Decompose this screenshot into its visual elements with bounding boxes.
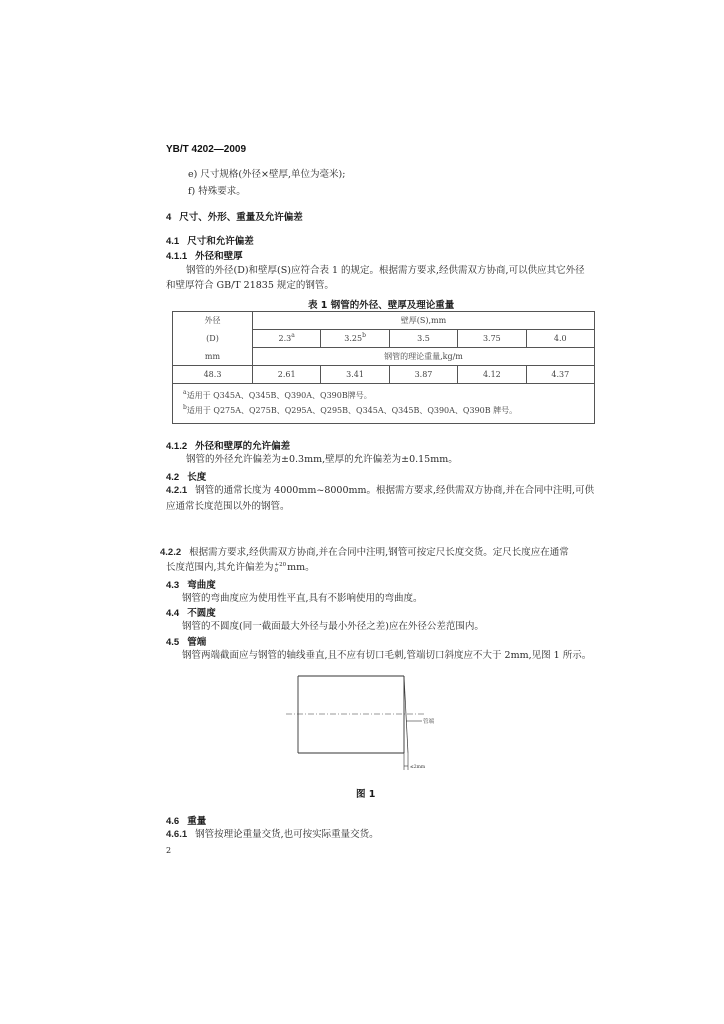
section-number: 4: [166, 212, 172, 223]
section-4-3-heading: [166, 577, 216, 591]
table-thickness-cell: 3.25$^b$: [321, 330, 389, 348]
table-weight-cell: 4.37: [526, 366, 594, 384]
table-head-d-unit: mm: [173, 348, 253, 366]
figure-label-dimension: ≤2mm: [410, 765, 426, 770]
section-title: 长度: [187, 472, 207, 483]
section-4-1-1-heading: [166, 248, 243, 262]
page-number: 2: [166, 846, 172, 855]
section-number: 4.2.2: [160, 547, 182, 558]
table-note-a: $^a$适用于 Q345A、Q345B、Q390A、Q390B牌号。: [183, 389, 372, 400]
table-weight-cell: 3.87: [389, 366, 457, 384]
standard-code: YB/T 4202—2009: [166, 144, 247, 155]
table-notes: [173, 384, 595, 424]
paragraph-4-2-2-line2: 长度范围内,其允许偏差为 +20 0 mm。: [166, 561, 315, 574]
table-note-b: $^b$适用于 Q275A、Q275B、Q295A、Q295B、Q345A、Q345B、Q390A、Q390B 牌号。: [183, 404, 518, 415]
table-thickness-cell: 4.0: [526, 330, 594, 348]
figure-1-caption: 图 1: [356, 789, 376, 800]
section-title: 尺寸和允许偏差: [187, 236, 254, 247]
paragraph-4-1-1-line2: 和壁厚符合 GB/T 21835 规定的钢管。: [166, 280, 334, 291]
section-4-6-heading: [166, 813, 206, 827]
length-tolerance: +20 0: [274, 561, 287, 574]
paragraph-4-1-2: 钢管的外径允许偏差为±0.3mm,壁厚的允许偏差为±0.15mm。: [186, 454, 458, 465]
list-item-e: e) 尺寸规格(外径×壁厚,单位为毫米);: [188, 169, 346, 180]
section-number: 4.2: [166, 472, 180, 483]
section-title: 外径和壁厚: [195, 251, 243, 262]
paragraph-4-1-1-line1: 钢管的外径(D)和壁厚(S)应符合表 1 的规定。根据需方要求,经供需双方协商,可以供应其它外径: [186, 265, 585, 276]
section-number: 4.1.1: [166, 251, 188, 262]
section-number: 4.4: [166, 608, 180, 619]
section-4-1-heading: [166, 233, 254, 247]
list-item-f: f) 特殊要求。: [188, 186, 246, 197]
section-4-heading: [166, 209, 303, 223]
paragraph-4-2-2-line1: 4.2.2 根据需方要求,经供需双方协商,并在合同中注明,钢管可按定尺长度交货。定尺长度应在通常: [160, 547, 569, 558]
section-number: 4.2.1: [166, 485, 188, 496]
paragraph-4-3: 钢管的弯曲度应为使用性平直,具有不影响使用的弯曲度。: [182, 593, 423, 604]
table-weight-cell: 4.12: [458, 366, 526, 384]
table-thickness-cell: 3.5: [389, 330, 457, 348]
paragraph-4-5: 钢管两端截面应与钢管的轴线垂直,且不应有切口毛刺,管端切口斜度应不大于 2mm,见图 1 所示。: [182, 650, 592, 661]
paragraph-4-4: 钢管的不圆度(同一截面最大外径与最小外径之差)应在外径公差范围内。: [182, 621, 484, 632]
section-title: 管端: [187, 637, 207, 648]
section-number: 4.1: [166, 236, 180, 247]
section-title: 弯曲度: [187, 580, 216, 591]
section-number: 4.6.1: [166, 829, 188, 840]
section-title: 外径和壁厚的允许偏差: [195, 441, 291, 452]
section-number: 4.5: [166, 637, 180, 648]
pipe-right-end-slanted: [404, 676, 408, 753]
figure-1-pipe-end-diagram: [286, 664, 446, 782]
table-thickness-cell: 3.75: [458, 330, 526, 348]
table-head-d-label: 外径: [173, 312, 253, 330]
figure-label-pipe-end: 管端: [423, 719, 435, 725]
paragraph-4-2-1-line1: 4.2.1 钢管的通常长度为 4000mm~8000mm。根据需方要求,经供需双方协商,并在合同中注明,可供: [166, 485, 595, 496]
section-title: 不圆度: [187, 608, 216, 619]
section-number: 4.6: [166, 816, 180, 827]
section-4-2-heading: [166, 469, 206, 483]
table-head-weight: 钢管的理论重量,kg/m: [253, 348, 595, 366]
table-thickness-cell: 2.3$^a$: [253, 330, 321, 348]
table-row-diameter: 48.3: [173, 366, 253, 384]
paragraph-4-6-1: 4.6.1 钢管按理论重量交货,也可按实际重量交货。: [166, 829, 379, 840]
table-1: [172, 311, 595, 424]
table-head-d-symbol: (D): [173, 330, 253, 348]
table-1-caption: 表 1 钢管的外径、壁厚及理论重量: [308, 300, 455, 311]
section-4-4-heading: [166, 605, 216, 619]
section-title: 重量: [187, 816, 207, 827]
paragraph-4-2-1-line2: 应通常长度范围以外的钢管。: [166, 501, 290, 512]
section-number: 4.3: [166, 580, 180, 591]
section-4-1-2-heading: [166, 438, 290, 452]
table-weight-cell: 3.41: [321, 366, 389, 384]
table-weight-cell: 2.61: [253, 366, 321, 384]
table-head-wall: 壁厚(S),mm: [253, 312, 595, 330]
section-4-5-heading: [166, 634, 206, 648]
section-title: 尺寸、外形、重量及允许偏差: [179, 212, 303, 223]
section-number: 4.1.2: [166, 441, 188, 452]
